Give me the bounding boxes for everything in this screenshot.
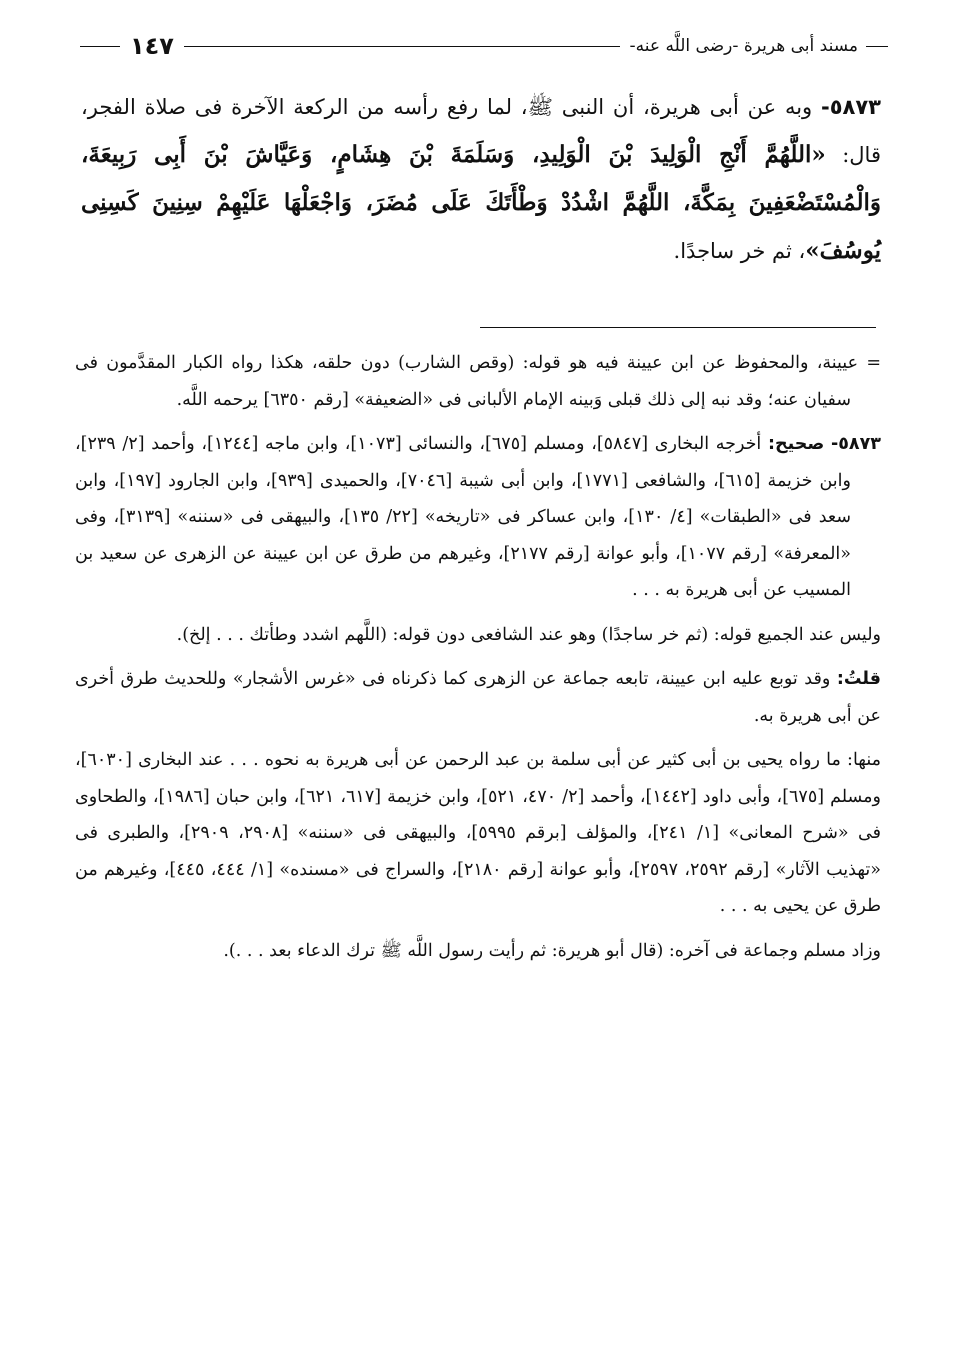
running-header [80, 28, 888, 64]
footnotes [75, 345, 881, 977]
footnote-zada: وزاد مسلم وجماعة فى آخره: (قال أبو هريرة: ثم رأيت رسول اللَّه ﷺ ترك الدعاء بعد . . .). [223, 940, 881, 961]
footnote-takhrij [75, 426, 881, 609]
footnote-separator [480, 327, 876, 328]
page-number: ١٤٧ [130, 32, 174, 60]
qultu-text: وقد توبع عليه ابن عيينة، تابعه جماعة عن الزهرى كما ذكرناه فى «غرس الأشجار» وللحديث طرق أخرى عن أبى هريرة به. [75, 669, 881, 726]
hadith-quote: «اللَّهُمَّ أَنْجِ الْوَلِيدَ بْنَ الْوَلِيدِ، وَسَلَمَةَ بْنَ هِشَامٍ، وَعَيَّاشَ بْنَ أَبِى رَبِيعَةَ، وَالْمُسْتَضْعَفِينَ بِمَكَّةَ، اللَّهُمَّ اشْدُدْ وَطْأَتَكَ عَلَى مُضَرَ، وَاجْعَلْهَا عَلَيْهِمْ سِنِينَ كَسِنِى يُوسُفَ» [81, 141, 881, 264]
hadith-intro: وبه عن أبى هريرة، أن النبى ﷺ، لما رفع رأسه من الركعة الآخرة فى صلاة الفجر، قال: [81, 95, 881, 167]
takhrij-text: أخرجه البخارى [٥٨٤٧]، ومسلم [٦٧٥]، والنسائى [١٠٧٣]، وابن ماجه [١٢٤٤]، وأحمد [٢/ ٢٣٩]، وابن خزيمة [٦١٥]، والشافعى [١٧٧١]، وابن أبى شيبة [٧٠٤٦]، والحميدى [٩٣٩]، وابن الجارود [١٩٧]، وابن سعد فى «الطبقات» [٤/ ١٣٠]، وابن عساكر فى «تاريخه» [٢٢/ ١٣٥]، والبيهقى فى «سننه» [٣١٣٩]، وفى «المعرفة» [رقم ١٠٧٧]، وأبو عوانة [رقم ٢١٧٧]، وغيرهم من طرق عن ابن عيينة عن الزهرى عن سعيد بن المسيب عن أبى هريرة به . . . [75, 434, 851, 600]
hadith-text [81, 84, 881, 275]
takhrij-label: صحيح: [768, 434, 825, 454]
header-title: مسند أبى هريرة -رضى اللَّه عنه- [629, 36, 858, 56]
footnote-qultu [75, 661, 881, 734]
takhrij-number: ٥٨٧٣- [830, 434, 881, 454]
header-rule-end [80, 46, 120, 47]
footnote-laysa: وليس عند الجميع قوله: (ثم خر ساجدًا) وهو عند الشافعى دون قوله: (اللَّهم اشدد وطأتك . . . إلخ). [176, 624, 881, 645]
header-dash [866, 46, 888, 47]
qultu-label: قلتُ: [836, 669, 881, 689]
footnote-continuation: = عيينة، والمحفوظ عن ابن عيينة فيه هو قوله: (وقص الشارب) دون حلقه، هكذا رواه الكبار المقدَّمون فى سفيان عنه؛ وقد نبه إلى ذلك قبلى وَبينه الإمام الألبانى فى «الضعيفة» [رقم ٦٣٥٠] يرحمه اللَّه. [75, 353, 881, 410]
header-rule [184, 46, 620, 47]
footnote-minha: منها: ما رواه يحيى بن أبى كثير عن أبى سلمة بن عبد الرحمن عن أبى هريرة به نحوه . . . عند البخارى [٦٠٣٠]، ومسلم [٦٧٥]، وأبى داود [١٤٤٢]، وأحمد [٢/ ٤٧٠، ٥٢١]، وابن خزيمة [٦١٧، ٦٢١]، وابن حبان [١٩٨٦]، والطحاوى فى «شرح المعانى» [١/ ٢٤١]، والمؤلف [برقم ٥٩٩٥]، والبيهقى فى «سننه» [٢٩٠٨، ٢٩٠٩]، والطبرى فى «تهذيب الآثار» [رقم ٢٥٩٢، ٢٥٩٧]، وأبو عوانة [رقم ٢١٨٠]، والسراج فى «مسنده» [١/ ٤٤٤، ٤٤٥]، وغيرهم من طرق عن يحيى به . . . [75, 750, 882, 916]
hadith-outro: ، ثم خر ساجدًا. [673, 239, 806, 263]
hadith-number: ٥٨٧٣- [821, 95, 881, 119]
